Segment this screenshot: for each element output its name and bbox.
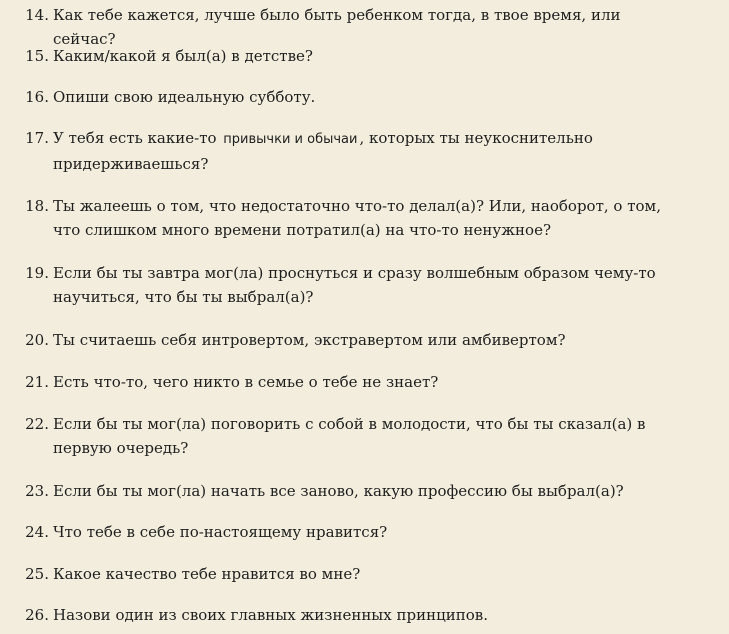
item-number: 19. [25,264,49,282]
item-text: Назови один из своих главных жизненных принципов. [53,606,488,624]
item-number: 20. [25,331,49,349]
habits-link[interactable]: привычки и обычаи [223,132,358,147]
item-number: 24. [25,523,49,541]
item-number: 23. [25,482,49,500]
item-number: 18. [25,197,49,215]
item-number: 26. [25,606,49,624]
item-text: Каким/какой я был(а) в детстве? [53,47,313,65]
item-number: 21. [25,373,49,391]
item-number: 15. [25,47,49,65]
item-text: Если бы ты завтра мог(ла) проснуться и сразу волшебным образом чему-то научиться, что бы ты выбрал(а)? [53,264,656,306]
item-text: Как тебе кажется, лучше было быть ребенком тогда, в твое время, или сейчас? [53,6,621,48]
item-number: 16. [25,88,49,106]
item-text: Ты считаешь себя интровертом, экстравертом или амбивертом? [53,331,566,349]
item-text: Если бы ты мог(ла) начать все заново, какую профессию бы выбрал(а)? [53,482,624,500]
item-text-after: , которых ты неукоснительно придерживаешься? [53,129,593,173]
item-number: 14. [25,6,49,24]
item-text-before: У тебя есть какие-то [53,129,222,147]
item-text: Какое качество тебе нравится во мне? [53,565,361,583]
item-text: Что тебе в себе по-настоящему нравится? [53,523,388,541]
item-text [53,126,673,176]
item-text: Если бы ты мог(ла) поговорить с собой в молодости, что бы ты сказал(а) в первую очередь? [53,415,646,457]
item-number: 22. [25,415,49,433]
item-text: Опиши свою идеальную субботу. [53,88,316,106]
item-text: Ты жалеешь о том, что недостаточно что-то делал(а)? Или, наоборот, о том, что слишком много времени потратил(а) на что-то ненужное? [53,197,661,239]
item-number: 25. [25,565,49,583]
item-number: 17. [25,129,49,147]
item-text: Есть что-то, чего никто в семье о тебе не знает? [53,373,439,391]
